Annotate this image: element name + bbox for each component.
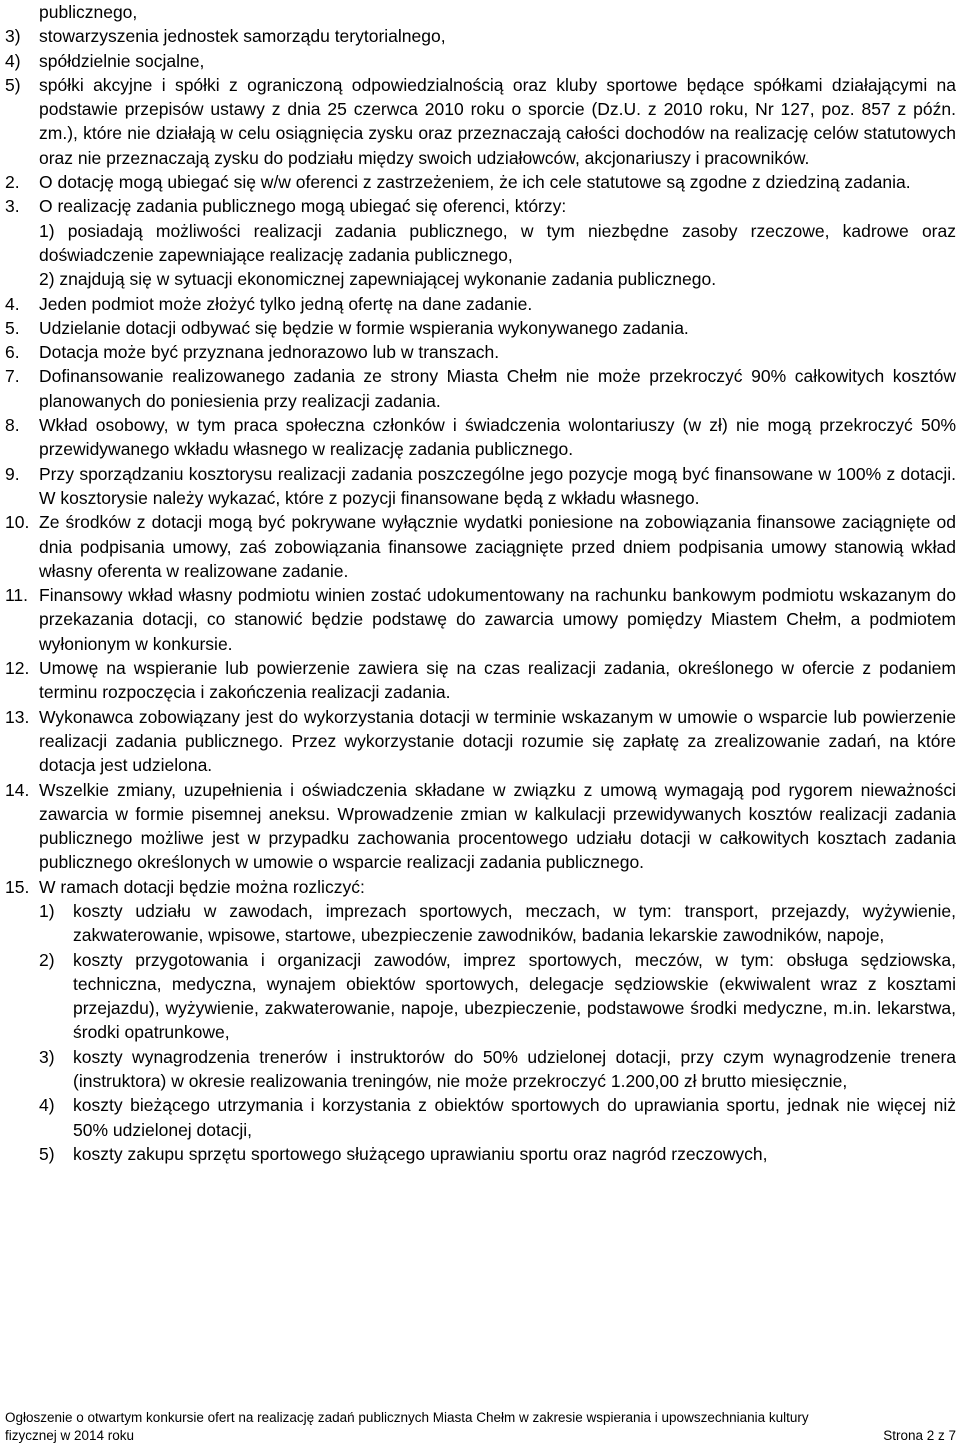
item-text: Przy sporządzaniu kosztorysu realizacji zadania poszczególne jego pozycje mogą być finansowane w 100% z dotacji. W kosztorysie należy wykazać, które z pozycji finansowane będą z wkładu własnego. [39, 463, 956, 508]
section-item [5, 413, 956, 462]
sub-number: 4) [39, 1095, 55, 1116]
item-text: Wkład osobowy, w tym praca społeczna członków i świadczenia wolontariuszy (w zł) nie mogą przekroczyć 50% przewidywanego wkładu własnego w realizację zadania publicznego. [39, 415, 956, 460]
item-text: spółki akcyjne i spółki z ograniczoną odpowiedzialnością oraz kluby sportowe będące spółkami działającymi na podstawie przepisów ustawy z dnia 25 czerwca 2010 roku o sporcie (Dz.U. z 2010 roku, Nr 127, poz. 857 z późn. zm.), które nie działają w celu osiągnięcia zysku oraz przeznaczają całości dochodów na realizację celów statutowych oraz nie przeznaczają zysku do podziału między swoich udziałowców, akcjonariuszy i pracowników. [39, 74, 956, 168]
continuation-line [5, 0, 956, 24]
item-number: 14. [5, 779, 30, 800]
sub-text: koszty bieżącego utrzymania i korzystania z obiektów sportowych do uprawiania sportu, jednak nie więcej niż 50% udzielonej dotacji, [73, 1095, 956, 1140]
sub-number: 1) [39, 900, 55, 921]
item-text: Wykonawca zobowiązany jest do wykorzystania dotacji w terminie wskazanym w umowie o wsparcie lub powierzenie realizacji zadania publicznego. Przez wykorzystanie dotacji rozumie się zapłatę za zrealizowanie zadań, na które dotacja jest udzielona. [39, 706, 956, 776]
cost-item [39, 1045, 956, 1094]
section-item [5, 292, 956, 316]
item-text: Jeden podmiot może złożyć tylko jedną ofertę na dane zadanie. [39, 293, 533, 314]
item-text: stowarzyszenia jednostek samorządu terytorialnego, [39, 26, 446, 47]
item-number: 9. [5, 463, 20, 484]
section-item [5, 364, 956, 413]
document-body [5, 0, 956, 1166]
page-footer [5, 1409, 956, 1445]
item-number: 4) [5, 50, 21, 71]
section-item [5, 316, 956, 340]
section-item [5, 875, 956, 1167]
item-text: Dofinansowanie realizowanego zadania ze strony Miasta Chełm nie może przekroczyć 90% całkowitych kosztów planowanych do poniesienia przy realizacji zadania. [39, 366, 956, 411]
sub-text: koszty przygotowania i organizacji zawodów, imprez sportowych, meczów, w tym: obsługa sędziowska, techniczna, medyczna, wynajem obiektów sportowych, delegacje sędziowskie (ekwiwalent wraz z kosztami przejazdu), wyżywienie, zakwaterowanie, napoje, ubezpieczenie, podstawowe środki medyczne, m.in. lekarstwa, środki opatrunkowe, [73, 949, 956, 1043]
item-text: Umowę na wspieranie lub powierzenie zawiera się na czas realizacji zadania, określonego w ofercie z podaniem terminu rozpoczęcia i zakończenia realizacji zadania. [39, 658, 956, 703]
cost-item [39, 899, 956, 948]
section-item [5, 656, 956, 705]
section-item [5, 170, 956, 194]
item-text: spółdzielnie socjalne, [39, 50, 205, 71]
section-item [5, 583, 956, 656]
item-text: Wszelkie zmiany, uzupełnienia i oświadczenia składane w związku z umową wymagają pod rygorem nieważności zawarcia w formie pisemnej aneksu. Wprowadzenie zmian w kalkulacji przewidywanych kosztów realizacji zadania publicznego możliwe jest w przypadku zachowania procentowego udziału dotacji w całkowitych kosztach zadania publicznego określonych w umowie o wsparcie realizacji zadania publicznego. [39, 779, 956, 873]
item-text: O dotację mogą ubiegać się w/w oferenci z zastrzeżeniem, że ich cele statutowe są zgodne z dziedziną zadania. [39, 172, 911, 193]
continuation-text: publicznego, [39, 2, 138, 22]
section-item [5, 340, 956, 364]
item-text: Udzielanie dotacji odbywać się będzie w formie wspierania wykonywanego zadania. [39, 317, 689, 338]
section-item [5, 510, 956, 583]
item-number: 12. [5, 658, 30, 679]
item-number: 10. [5, 512, 30, 533]
sub-paragraph: 2) znajdują się w sytuacji ekonomicznej zapewniającej wykonanie zadania publicznego. [39, 269, 717, 290]
item-number: 4. [5, 293, 20, 314]
sub-number: 3) [39, 1046, 55, 1067]
sub-text: koszty udziału w zawodach, imprezach sportowych, meczach, w tym: transport, przejazdy, wyżywienie, zakwaterowanie, wpisowe, startowe, ubezpieczenie zawodników, badania lekarskie zawodników, napoje, [73, 900, 956, 946]
cost-item [39, 1093, 956, 1142]
item-text: Dotacja może być przyznana jednorazowo lub w transzach. [39, 342, 500, 363]
item-number: 2. [5, 172, 20, 193]
sub-text: koszty zakupu sprzętu sportowego służącego uprawianiu sportu oraz nagród rzeczowych, [73, 1143, 768, 1164]
item-text: Ze środków z dotacji mogą być pokrywane wyłącznie wydatki poniesione na zobowiązania finansowe zaciągnięte od dnia podpisania umowy, zaś zobowiązania finansowe zaciągnięte przed dniem podpisania umowy stanowią wkład własny oferenta w realizowane zadanie. [39, 512, 956, 581]
section-item [5, 778, 956, 875]
list-item [5, 24, 956, 48]
footer-line-2: fizycznej w 2014 roku [5, 1428, 135, 1443]
sub-paragraph: 1) posiadają możliwości realizacji zadania publicznego, w tym niezbędne zasoby rzeczowe, kadrowe oraz doświadczenie zapewniające realizację zadania publicznego, [39, 220, 956, 265]
item-number: 15. [5, 876, 30, 897]
item-number: 3. [5, 196, 20, 217]
sub-number: 2) [39, 949, 55, 970]
sub-number: 5) [39, 1143, 55, 1164]
section-item [5, 194, 956, 291]
item-number: 13. [5, 706, 30, 727]
item-number: 5) [5, 74, 21, 95]
item-number: 5. [5, 317, 20, 338]
item-text: W ramach dotacji będzie można rozliczyć: [39, 876, 365, 897]
item-number: 6. [5, 342, 20, 363]
page-number: Strona 2 z 7 [883, 1428, 956, 1443]
sub-text: koszty wynagrodzenia trenerów i instruktorów do 50% udzielonej dotacji, przy czym wynagrodzenie trenera (instruktora) w okresie realizowania treningów, nie może przekroczyć 1.200,00 zł brutto miesięcznie, [73, 1046, 956, 1092]
cost-item [39, 948, 956, 1045]
list-item [5, 73, 956, 170]
item-number: 8. [5, 415, 20, 436]
list-item [5, 49, 956, 73]
item-text: O realizację zadania publicznego mogą ubiegać się oferenci, którzy: [39, 196, 567, 217]
section-item [5, 705, 956, 778]
item-text: Finansowy wkład własny podmiotu winien zostać udokumentowany na rachunku bankowym podmiotu wskazanym do przekazania dotacji, co stanowić będzie podstawę do zawarcia umowy pomiędzy Miastem Chełm, a podmiotem wyłonionym w konkursie. [39, 585, 956, 654]
cost-item [39, 1142, 956, 1166]
item-number: 11. [5, 585, 29, 606]
item-number: 7. [5, 366, 20, 387]
footer-line-1: Ogłoszenie o otwartym konkursie ofert na realizację zadań publicznych Miasta Chełm w zakresie wspierania i upowszechniania kultury [5, 1410, 809, 1425]
section-item [5, 462, 956, 511]
item-number: 3) [5, 26, 21, 47]
